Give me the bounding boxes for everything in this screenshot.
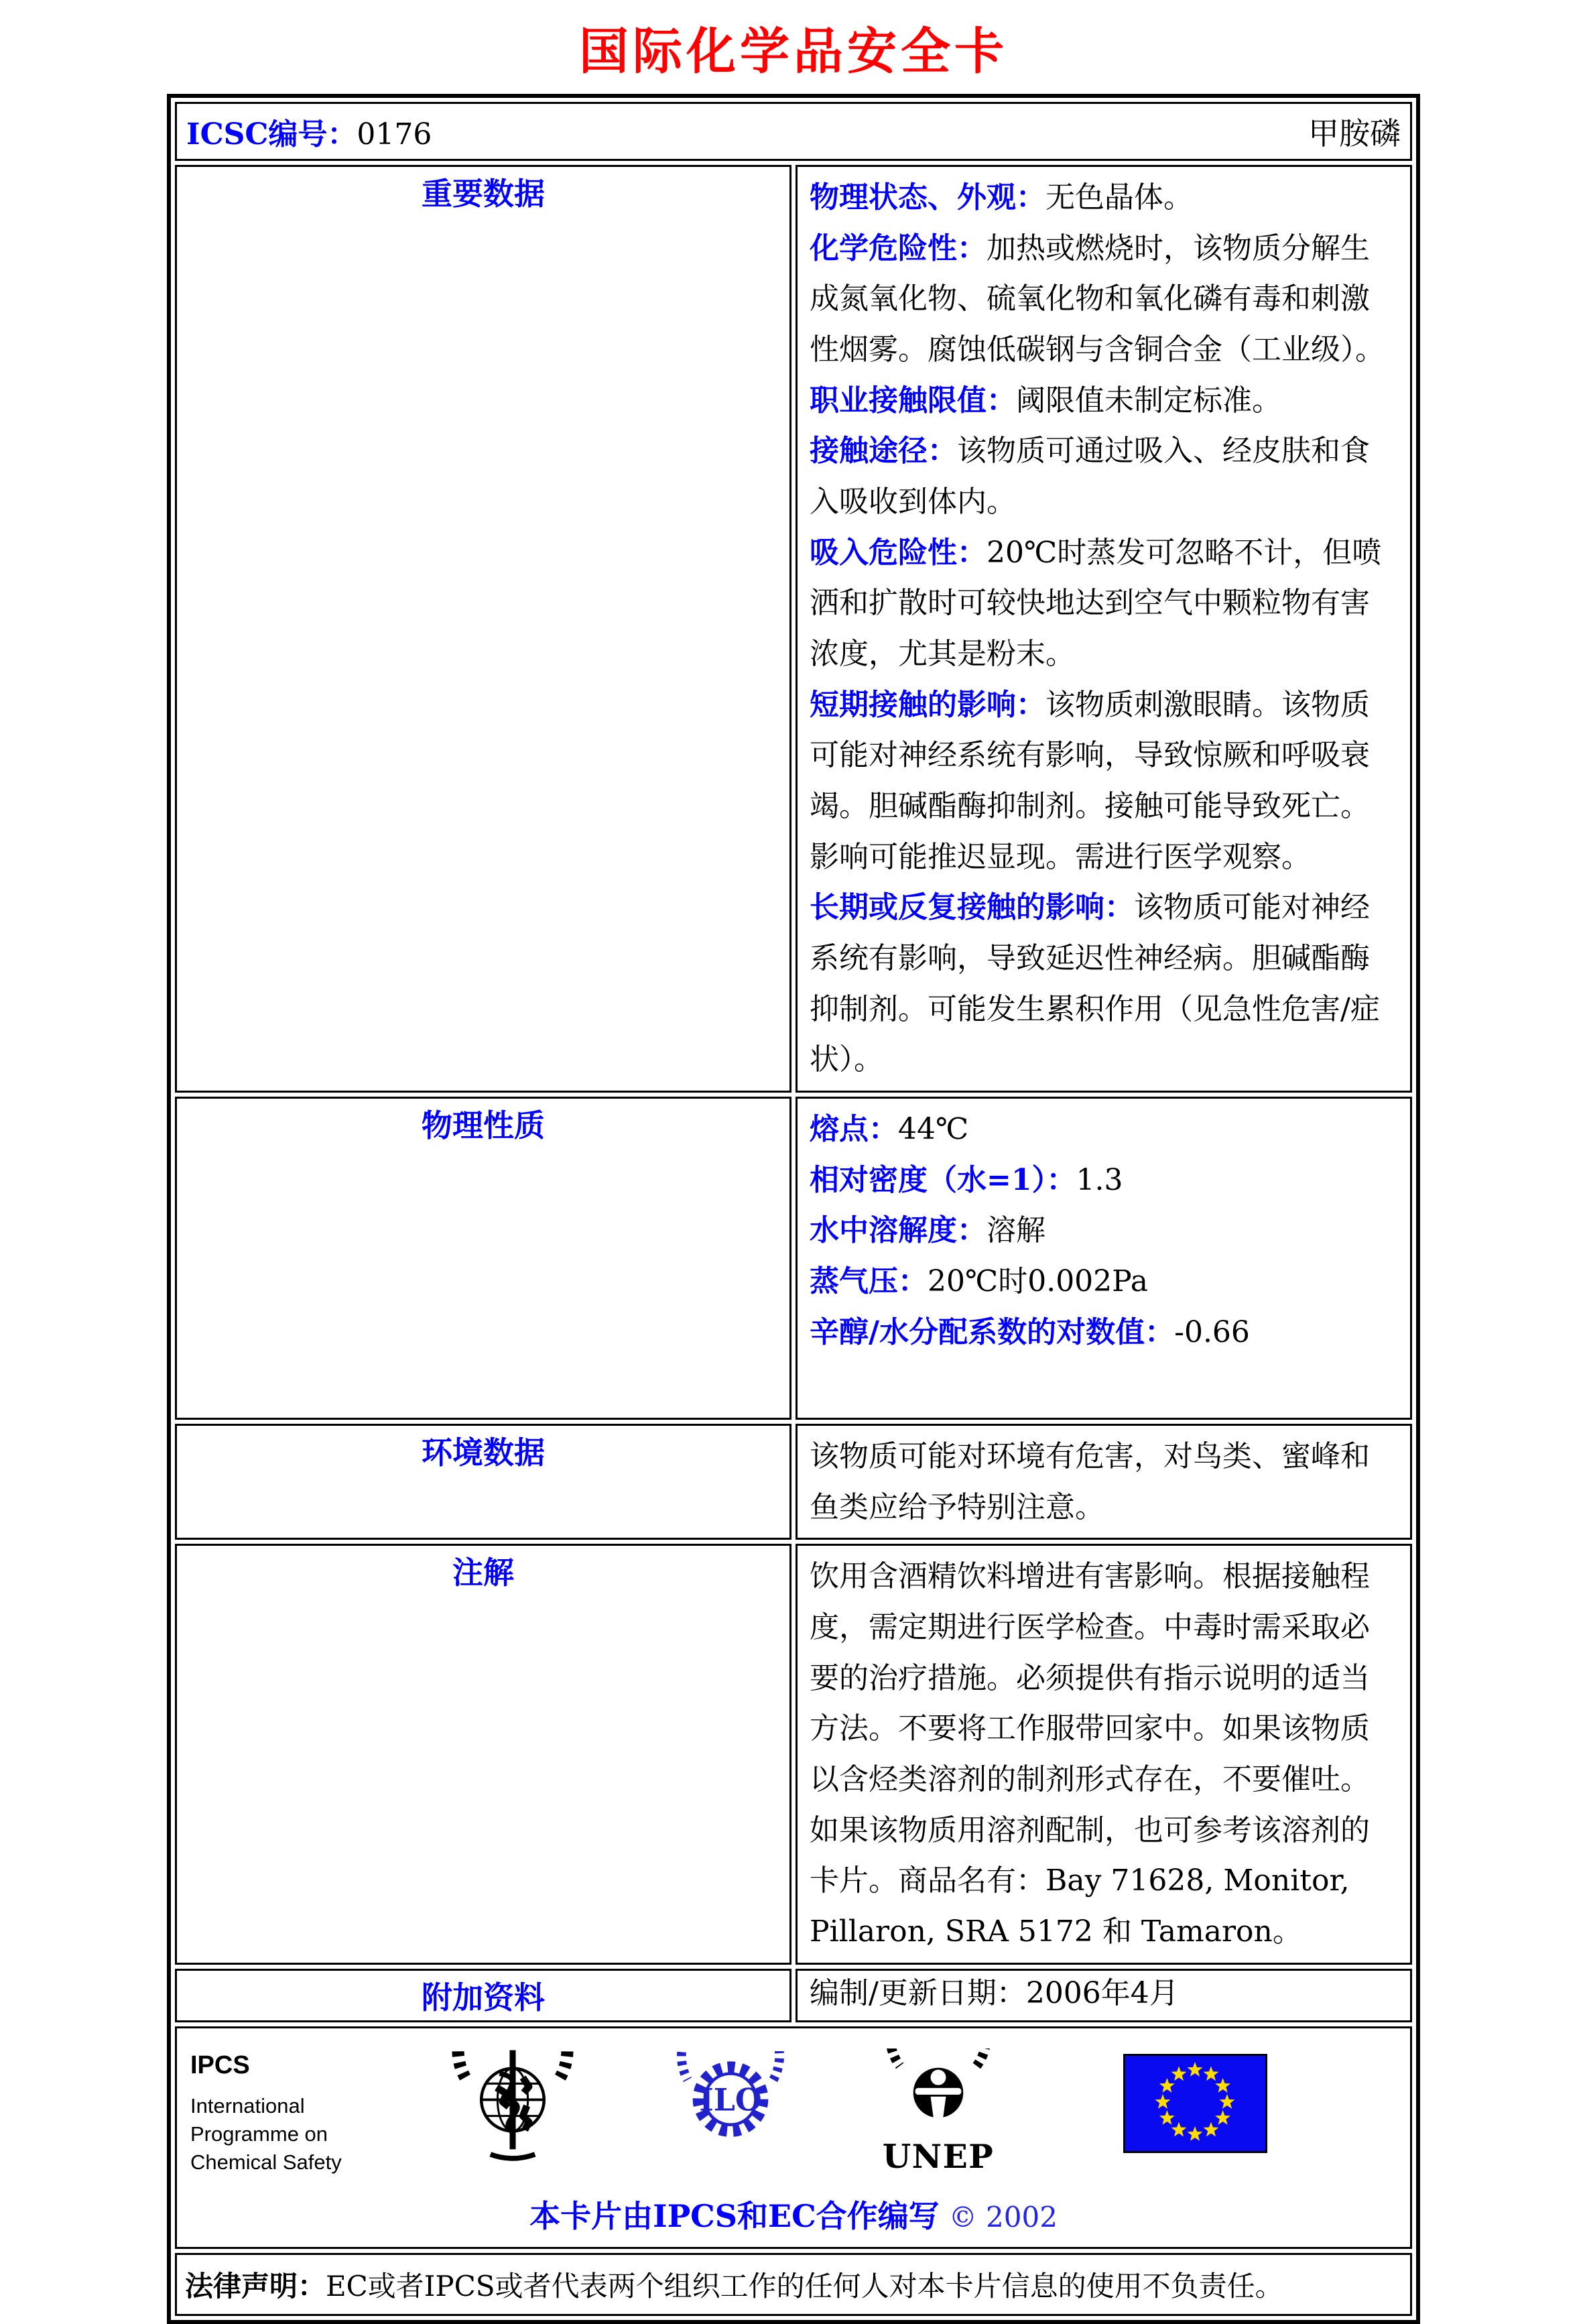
eu-flag-icon [1123, 2054, 1267, 2156]
ipcs-line: Programme on [190, 2122, 328, 2146]
section-label-important-data: 重要数据 [175, 165, 791, 1093]
important-data-item: 吸入危险性：20℃时蒸发可忽略不计，但喷洒和扩散时可较快地达到空气中颗粒物有害浓度，尤其是粉末。 [810, 535, 1382, 672]
row-additional-info [175, 1969, 1412, 2022]
section-content-notes [796, 1544, 1412, 1964]
section-content-additional-info [796, 1969, 1412, 2022]
logos-strip [190, 2046, 1397, 2177]
ipcs-line: International [190, 2093, 305, 2118]
row-environmental-data [175, 1424, 1412, 1540]
legal-notice-cell [175, 2253, 1412, 2316]
physical-property-item: 蒸气压：20℃时0.002Pa [810, 1264, 1149, 1299]
ipcs-abbr: IPCS [190, 2051, 250, 2079]
row-physical-properties [175, 1097, 1412, 1420]
section-content-important-data [796, 165, 1412, 1093]
icsc-number-label: ICSC编号： [186, 117, 357, 151]
section-label-environmental-data: 环境数据 [175, 1424, 791, 1540]
row-notes [175, 1544, 1412, 1964]
physical-property-item: 辛醇/水分配系数的对数值：-0.66 [810, 1314, 1250, 1349]
row-legal-notice [175, 2253, 1412, 2316]
important-data-item: 接触途径：该物质可通过吸入、经皮肤和食入吸收到体内。 [810, 434, 1370, 519]
logos-cell [175, 2026, 1412, 2249]
credit-text: 本卡片由IPCS和EC合作编写 [529, 2197, 940, 2234]
important-data-item: 职业接触限值：阈限值未制定标准。 [810, 383, 1281, 418]
physical-property-item: 水中溶解度：溶解 [810, 1213, 1045, 1248]
additional-info-text: 编制/更新日期：2006年4月 [810, 1975, 1179, 2010]
important-data-item: 物理状态、外观：无色晶体。 [810, 180, 1193, 215]
row-logos [175, 2026, 1412, 2249]
ipcs-text-block [190, 2046, 411, 2177]
physical-property-item: 相对密度（水=1）：1.3 [810, 1162, 1123, 1197]
section-label-physical-properties: 物理性质 [175, 1097, 791, 1420]
notes-text: 饮用含酒精饮料增进有害影响。根据接触程度，需定期进行医学检查。中毒时需采取必要的治疗措施。必须提供有指示说明的适当方法。不要将工作服带回家中。如果该物质以含烃类溶剂的制剂形式存在，不要催吐。如果该物质用溶剂配制，也可参考该溶剂的卡片。商品名有：Bay 71628, Monitor, Pillaron, SRA 5172 和 Tamaron。 [810, 1559, 1370, 1949]
page-title: 国际化学品安全卡 [579, 23, 1008, 80]
credit-copyright: © 2002 [948, 2200, 1058, 2234]
important-data-item: 短期接触的影响：该物质刺激眼睛。该物质可能对神经系统有影响，导致惊厥和呼吸衰竭。胆碱酯酶抑制剂。接触可能导致死亡。影响可能推迟显现。需进行医学观察。 [810, 687, 1370, 874]
icsc-number-value: 0176 [357, 117, 432, 151]
who-logo-icon [452, 2047, 574, 2169]
physical-property-item: 熔点：44℃ [810, 1112, 969, 1147]
ipcs-line: Chemical Safety [190, 2150, 342, 2174]
icsc-number-group [186, 110, 432, 153]
icsc-card-table [167, 94, 1420, 2324]
environmental-data-text: 该物质可能对环境有危害，对鸟类、蜜峰和鱼类应给予特别注意。 [810, 1439, 1370, 1524]
row-important-data [175, 165, 1412, 1093]
svg-text:ILO: ILO [699, 2081, 762, 2118]
important-data-item: 化学危险性：加热或燃烧时，该物质分解生成氮氧化物、硫氧化物和氧化磷有毒和刺激性烟雾。腐蚀低碳钢与含铜合金（工业级）。 [810, 231, 1385, 367]
unep-logo-icon [881, 2048, 996, 2177]
header-row [175, 102, 1412, 161]
unep-label: UNEP [882, 2137, 995, 2175]
credit-line [190, 2192, 1397, 2236]
important-data-item: 长期或反复接触的影响：该物质可能对神经系统有影响，导致延迟性神经病。胆碱酯酶抑制剂。可能发生累积作用（见急性危害/症状）。 [810, 890, 1380, 1077]
legal-notice-text: EC或者IPCS或者代表两个组织工作的任何人对本卡片信息的使用不负责任。 [326, 2269, 1283, 2303]
section-content-physical-properties [796, 1097, 1412, 1420]
legal-notice-label: 法律声明： [185, 2269, 326, 2303]
legal-notice [185, 2264, 1402, 2305]
header-cell [175, 102, 1412, 161]
ilo-logo-icon [674, 2051, 787, 2163]
section-label-additional-info: 附加资料 [175, 1969, 791, 2022]
section-content-environmental-data [796, 1424, 1412, 1540]
section-label-notes: 注解 [175, 1544, 791, 1964]
chemical-name: 甲胺磷 [1308, 115, 1401, 151]
